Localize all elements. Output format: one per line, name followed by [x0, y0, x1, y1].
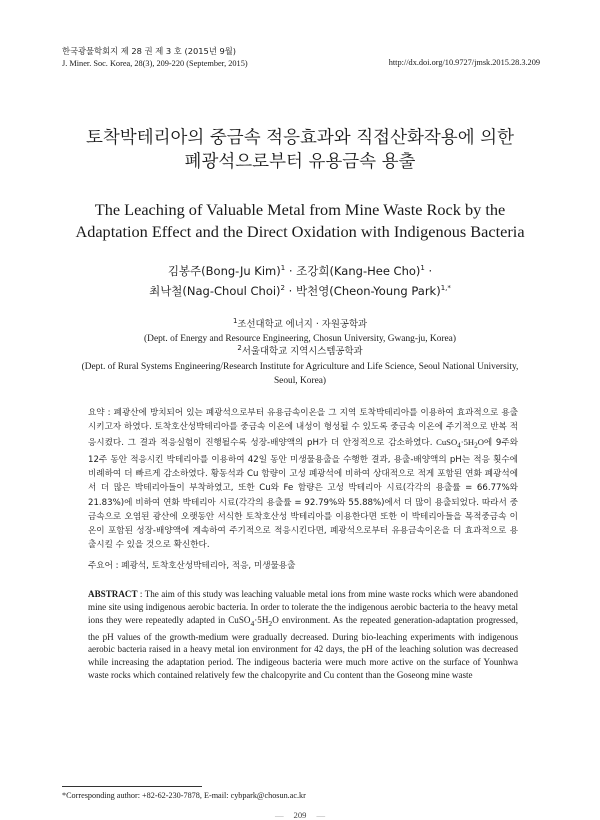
affiliation-mark: 1: [232, 316, 238, 325]
english-abstract-text: environment. As the repeated generation-adaptation progressed, the pH values of the growth-medium were gradually decreased. During bio-leaching experiments with indigenous aerobic bacteria raised in a heavy metal ion environment for 42 days, the pH of the leaching solution was decreased while increasing the adaptation period. The indigeous bacteria were much more active on the surface of Younhwa waste rocks which contained relatively few the chalcopyrite and Cu content than the Goseong mine waste: [88, 614, 518, 681]
formula-subscript: 2: [474, 441, 478, 450]
formula: [436, 436, 484, 450]
affiliation-2-korean: [40, 345, 560, 359]
affiliation-text: 서울대학교 지역시스템공학과: [241, 346, 363, 357]
affiliation-2-english: (Dept. of Rural Systems Engineering/Research Institute for Agriculture and Life Science, Seoul National University,: [81, 362, 519, 372]
korean-title-line-1: 토착박테리아의 중금속 적응효과와 직접산화작용에 의한: [86, 128, 514, 148]
formula-subscript: 4: [457, 441, 461, 450]
korean-keywords-text: 폐광석, 토착호산성박테리아, 적응, 미생물용출: [118, 561, 296, 571]
author-affiliation-mark: 2: [280, 284, 286, 293]
formula: [228, 614, 279, 628]
formula-part: CuSO: [436, 436, 458, 447]
author-affiliation-mark: 1: [280, 264, 286, 273]
formula-subscript: 4: [250, 618, 255, 628]
english-title-line-1: The Leaching of Valuable Metal from Mine Waste Rock by the: [94, 200, 506, 219]
author-separator: ·: [288, 284, 293, 298]
author-affiliation-mark: 1,*: [440, 284, 451, 293]
korean-keywords: [88, 560, 518, 573]
formula-part: O: [272, 614, 279, 625]
doi-link[interactable]: http://dx.doi.org/10.9727/jmsk.2015.28.3.209: [388, 58, 540, 67]
affiliation-1-english: (Dept. of Energy and Resource Engineering, Chosun University, Gwang-ju, Korea): [144, 334, 456, 344]
page-dash-right: —: [316, 810, 326, 820]
author-name: 박천영(Cheon-Young Park): [295, 284, 441, 298]
author-separator: ·: [428, 264, 433, 278]
korean-keywords-label: 주요어 :: [88, 561, 119, 571]
english-abstract-text: : The aim of this study was leaching valuable metal ions from mine waste rocks which were abandoned mine site using indigenous aerobic bacteria. In order to tolerate the the indigenous aerobic bacteria to the heavy metal ions they were repeatedly adapted in: [88, 589, 518, 625]
page-dash-left: —: [274, 810, 284, 820]
author-separator: ·: [288, 264, 293, 278]
affiliation-text: 조선대학교 에너지 · 자원공학과: [237, 319, 368, 330]
formula-part: ·5H: [254, 614, 269, 625]
affiliation-mark: 2: [237, 343, 242, 352]
corresponding-author-footnote: *Corresponding author: +82-62-230-7878, E-mail: cybpark@chosun.ac.kr: [62, 791, 306, 800]
korean-abstract: [88, 406, 518, 553]
formula-part: ·5H: [460, 436, 475, 447]
journal-header-english: J. Miner. Soc. Korea, 28(3), 209-220 (September, 2015): [62, 59, 248, 68]
korean-abstract-text: 에 9주와 12주 동안 적응시킨 박테리아를 이용하여 42일 동안 미생물용출을 수행한 결과, 용출-배양액의 pH는 적응 횟수에 비례하여 더 빠르게 감소하였다. 황동석과 Cu 함량이 고성 폐광석에 비하여 상대적으로 적게 포함된 연화 폐광석에서 더 많은 박테리아들이 부착하였고, 또한 Cu와 Fe 함량은 고성 박테리아 시료(각각의 용출률 = 66.77%와 21.83%)에 비하여 연화 박테리아 시료(각각의 용출률 = 92.79%와 55.88%)에서 더 많이 용출되었다. 따라서 중금속으로 오염된 광산에 오랫동안 서식한 토착호산성 박테리아를 이용한다면 또한 이 박테리아들을 목적중금속 이온이 포함된 성장-배양액에 계속하여 주기적으로 적응시킨다면, 폐광석으로부터 유용금속이온을 더 효과적으로 용출시킬 수 있을 것으로 확신한다.: [88, 437, 519, 551]
footnote-divider: [62, 786, 202, 787]
authors-line-2: [0, 282, 600, 301]
formula-part: O: [477, 436, 484, 447]
english-abstract-label: ABSTRACT: [88, 589, 138, 599]
page-number: [0, 810, 600, 820]
affiliation-1-korean: [40, 318, 560, 332]
page-number-value: 209: [293, 810, 307, 820]
korean-abstract-label: 요약 :: [88, 408, 111, 418]
english-title-line-2: Adaptation Effect and the Direct Oxidation with Indigenous Bacteria: [75, 222, 525, 241]
korean-abstract-text: 폐광산에 방치되어 있는 폐광석으로부터 유용금속이온을 그 지역 토착박테리아를 이용하여 효과적으로 용출시키고자 하였다. 토착호산성박테리아를 중금속 이온에 내성이 형성될 수 있도록 중금속 이온에 주기적으로 반복 적응시켰다. 그 결과 적응실험이 진행될수록 성장-배양액의 pH가 더 안정적으로 감소하였다.: [88, 408, 518, 448]
author-name: 김봉주(Bong-Ju Kim): [167, 264, 281, 278]
author-name: 조강희(Kang-Hee Cho): [296, 264, 421, 278]
authors-line-1: [0, 262, 600, 281]
english-abstract: [88, 588, 518, 682]
author-affiliation-mark: 1: [420, 264, 425, 273]
formula-part: CuSO: [228, 614, 251, 625]
formula-subscript: 2: [268, 618, 273, 628]
affiliation-2-english-cont: Seoul, Korea): [273, 376, 327, 386]
journal-header-korean: 한국광물학회지 제 28 권 제 3 호 (2015년 9월): [62, 46, 236, 56]
author-name: 최낙철(Nag-Choul Choi): [149, 284, 281, 298]
korean-title-line-2: 폐광석으로부터 유용금속 용출: [184, 152, 416, 172]
